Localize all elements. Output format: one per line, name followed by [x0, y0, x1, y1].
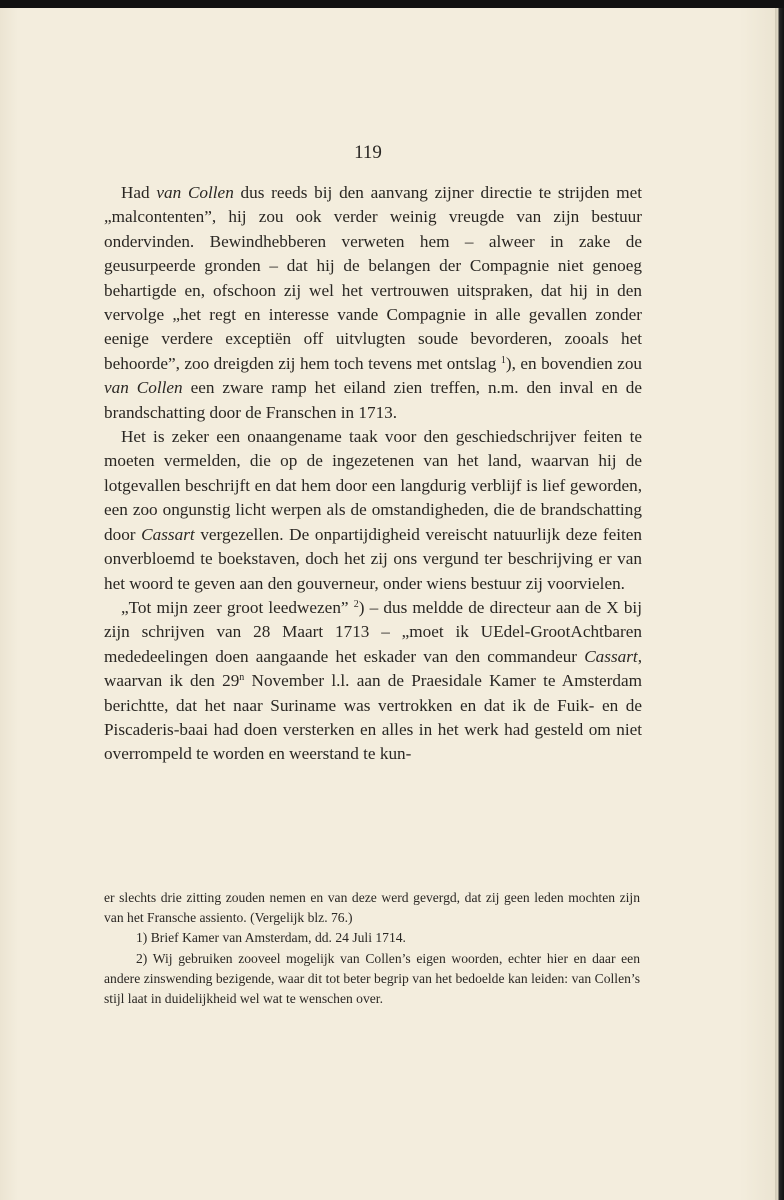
text-run: vergezellen. De onpartijdigheid vereischt natuurlijk deze feiten onverbloemd te boekstaven, doch het zij ons vergund ter beschrijving er van het woord te geven aan den gouverneur, onder wiens bestuur zij voorvielen. [104, 524, 642, 593]
footnote-ref-1: 1 [500, 354, 506, 366]
text-run: , waarvan ik den 29 [104, 646, 642, 691]
italic-name: Cassart [141, 524, 195, 544]
paragraph-1 [104, 181, 642, 425]
scan-top-border [0, 0, 784, 8]
scan-right-edge [775, 8, 784, 1200]
book-page [0, 8, 775, 1200]
footnote-1-text: Brief Kamer van Amsterdam, dd. 24 Juli 1714. [150, 930, 406, 946]
italic-name: van Collen [156, 183, 234, 202]
paragraph-2 [104, 425, 642, 596]
italic-name: Cassart [584, 646, 638, 666]
text-run: ), en bovendien zou [505, 353, 643, 373]
text-run: ) – dus meldde de directeur aan de X bij zijn schrijven van 28 Maart 1713 – „moet ik UEdel-GrootAchtbaren mededeelingen doen aangaande het eskader van den commandeur [104, 597, 642, 666]
paragraph-3 [104, 596, 642, 767]
footnote-continuation: er slechts drie zitting zouden nemen en van deze werd gevergd, dat zij geen leden mochten zijn van het Fransche assiento. (Vergelijk blz. 76.) [104, 890, 640, 926]
text-run: November l.l. aan de Praesidale Kamer te Amsterdam berichtte, dat het naar Suriname was vertrokken en dat ik de Fuik- en de Piscaderis-baai had doen versterken en alles in het werk had gesteld om niet overrompeld te worden en weerstand te kun- [104, 671, 642, 764]
footnote-2 [104, 949, 640, 1010]
footnote-2-text: Wij gebruiken zooveel mogelijk van Collen’s eigen woorden, echter hier en daar een andere zinswending bezigende, waar dit tot beter begrip van het bedoelde kan leiden: van Collen’s stijl laat in duidelijkheid wel wat te wenschen over. [104, 950, 640, 1007]
italic-name: van Collen [104, 378, 183, 398]
footnote-2-mark: 2) [136, 950, 148, 966]
footnote-1 [104, 928, 640, 948]
text-run: Het is zeker een onaangename taak voor den geschiedschrijver feiten te moeten vermelden, die op de ingezetenen van het land, waarvan hij de lotgevallen beschrijft en dat hem door een langdurig verblijf is lief geworden, een zoo ongunstig licht werpen als de omstandigheden, die de brandschatting door [104, 427, 642, 544]
text-run: dus reeds bij den aanvang zijner directie te strijden met „malcontenten”, hij zou ook verder weinig vreugde van zijn bestuur ondervinden. Bewindhebberen verweten hem – alweer in zake de geusurpeerde gronden – dat hij de belangen der Compagnie niet genoeg behartigde en, ofschoon zij wel het vertrouwen uitspraken, dat hij in den vervolge „het regt en interesse vande Compagnie in alle gevallen zonder eenige verdere exceptiën off uitvlugten soude bevorderen, zooals het behoorde”, zoo dreigden zij hem toch tevens met ontslag [104, 183, 643, 373]
footnote-1-mark: 1) [136, 930, 148, 946]
text-run: een zware ramp het eiland zien treffen, n.m. den inval en de brandschatting door de Franschen in 1713. [104, 378, 642, 422]
page-number: 119 [354, 142, 382, 163]
main-text [104, 181, 642, 767]
text-run: „Tot mijn zeer groot leedwezen” [121, 597, 354, 617]
footnotes [104, 888, 640, 1009]
footnote-ref-2: 2 [353, 598, 359, 610]
superscript-n: n [239, 672, 245, 684]
text-run: Had [121, 183, 157, 202]
